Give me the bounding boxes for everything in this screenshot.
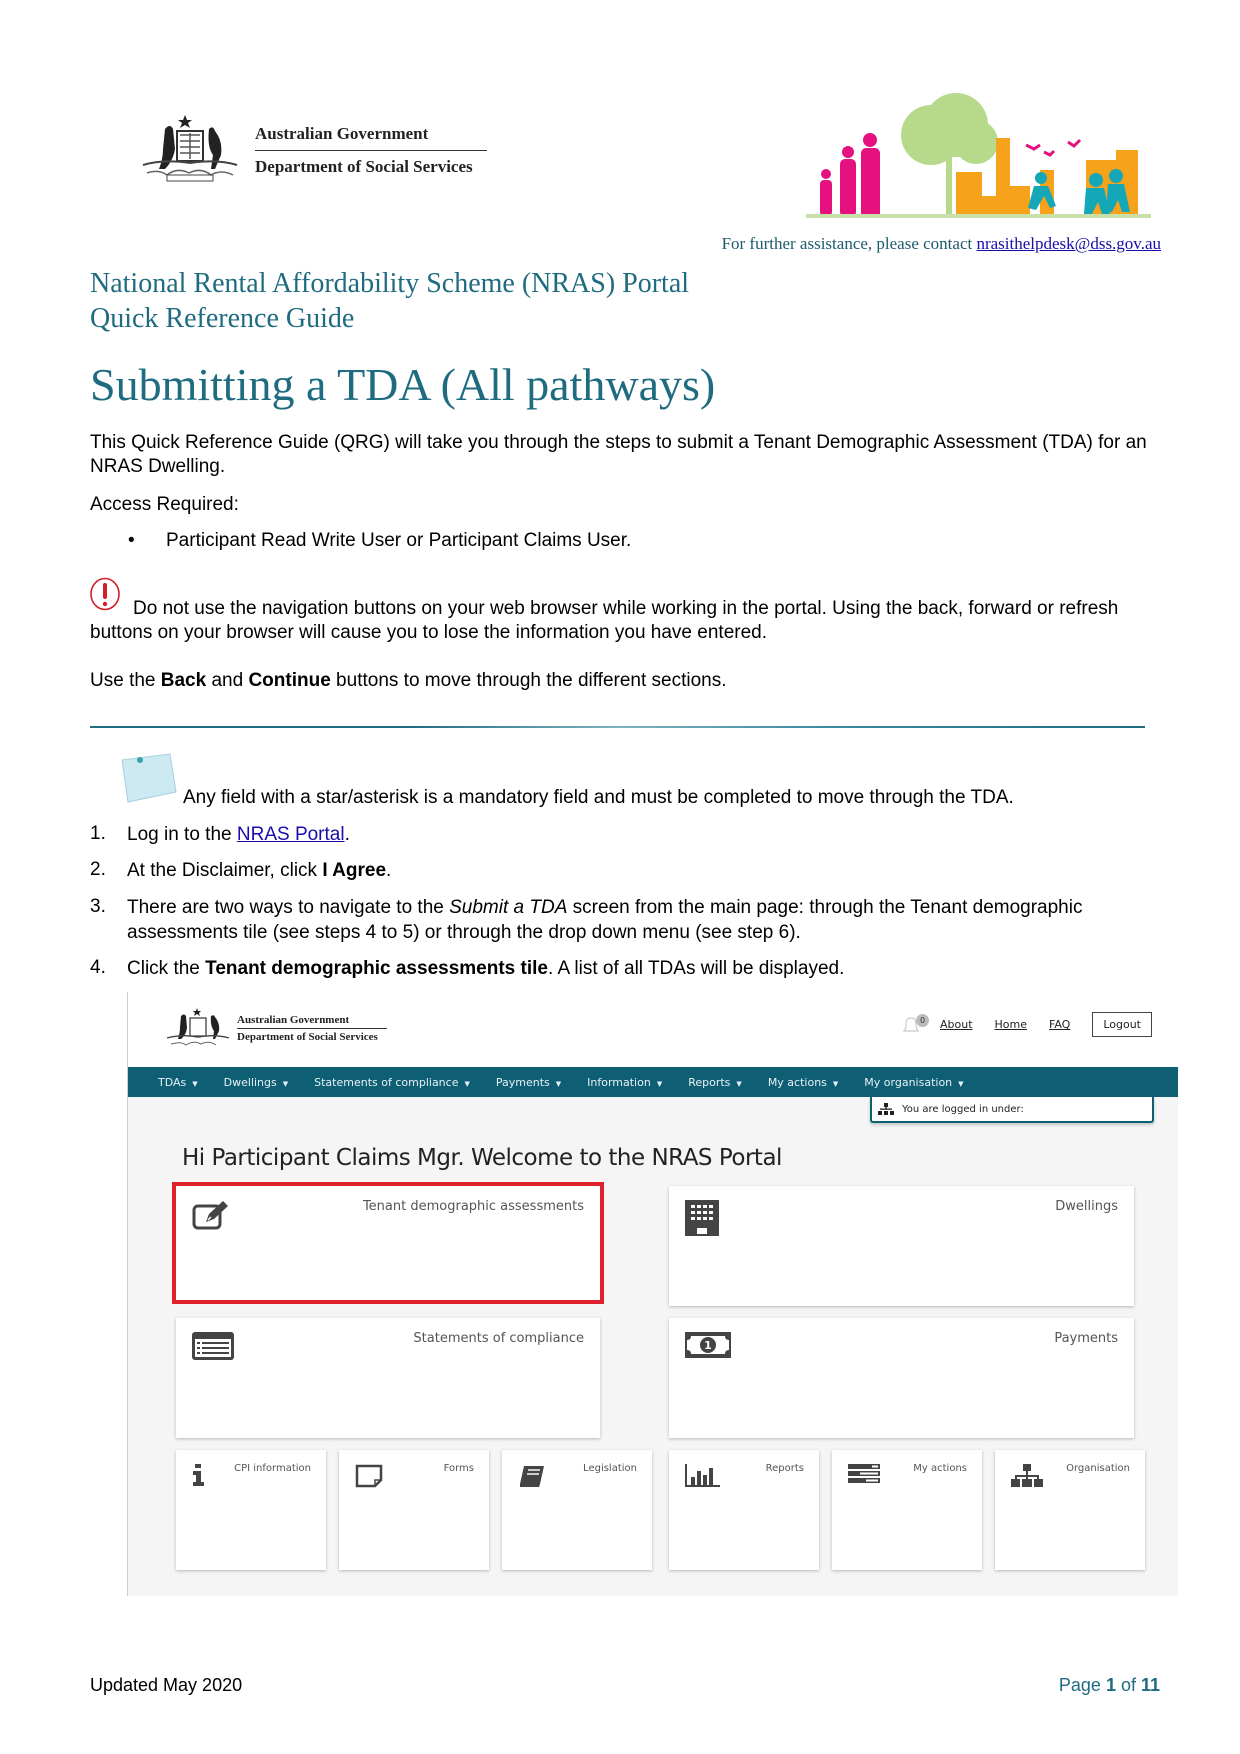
tile-label: CPI information	[234, 1463, 311, 1474]
portal-logo-line1: Australian Government	[237, 1014, 387, 1029]
nav-dwellings[interactable]	[224, 1076, 288, 1089]
tile-label: Dwellings	[1055, 1199, 1118, 1214]
portal-nav-bar	[128, 1067, 1178, 1097]
nav-payments[interactable]	[496, 1076, 561, 1089]
step-4-end: . A list of all TDAs will be displayed.	[547, 958, 845, 979]
access-item: Participant Read Write User or Participant Claims User.	[166, 530, 632, 551]
warning-text: Do not use the navigation buttons on your web browser while working in the portal. Using the back, forward or refresh buttons on your browser will cause you to lose the information you have entered.	[90, 598, 1119, 643]
contact-prefix: For further assistance, please contact	[721, 234, 977, 253]
tile-payments[interactable]	[669, 1318, 1134, 1438]
step-2-text: At the Disclaimer, click	[127, 860, 323, 881]
step-4-text: Click the	[127, 958, 206, 979]
step-4	[127, 956, 1127, 981]
nav-post: buttons to move through the different sections.	[330, 670, 727, 691]
sticky-note-icon	[118, 752, 178, 804]
mandatory-note: Any field with a star/asterisk is a mandatory field and must be completed to move through the TDA.	[183, 787, 1014, 808]
logged-in-dropdown[interactable]	[870, 1097, 1154, 1123]
home-link[interactable]: Home	[994, 1018, 1028, 1031]
nras-portal-link[interactable]: NRAS Portal	[236, 824, 345, 845]
caret-down-icon: ▼	[464, 1079, 470, 1088]
tda-tile-term: Tenant demographic assessments tile	[205, 958, 548, 979]
step-3-text: There are two ways to navigate to the	[127, 897, 450, 918]
tile-organisation[interactable]	[995, 1450, 1145, 1570]
nav-tdas[interactable]	[158, 1076, 198, 1089]
tile-label: Legislation	[583, 1463, 637, 1474]
building-icon	[685, 1200, 719, 1236]
tile-legislation[interactable]	[502, 1450, 652, 1570]
caret-down-icon: ▼	[282, 1079, 289, 1088]
money-icon	[685, 1332, 731, 1358]
tile-statements-of-compliance[interactable]	[176, 1318, 600, 1438]
portal-header	[128, 992, 1178, 1067]
tile-forms[interactable]	[339, 1450, 489, 1570]
tasks-icon	[848, 1464, 880, 1484]
caret-down-icon: ▼	[736, 1079, 742, 1088]
section-divider	[90, 726, 1145, 728]
intro-paragraph: This Quick Reference Guide (QRG) will take you through the steps to submit a Tenant Demographic Assessment (TDA) for an NRAS Dwelling.	[90, 432, 1147, 477]
notification-badge: 0	[916, 1014, 929, 1027]
tile-label: Organisation	[1066, 1463, 1130, 1474]
nav-label: Reports	[688, 1075, 731, 1089]
book-icon	[518, 1464, 546, 1488]
page-mid: of	[1115, 1675, 1141, 1695]
step-1	[127, 822, 1127, 847]
tile-label: My actions	[913, 1463, 967, 1474]
navigation-instruction	[90, 669, 1165, 693]
nav-my-actions[interactable]	[768, 1076, 838, 1089]
tile-dwellings[interactable]	[669, 1186, 1134, 1306]
welcome-heading: Hi Participant Claims Mgr. Welcome to the NRAS Portal	[182, 1145, 782, 1171]
coat-of-arms-icon	[135, 107, 245, 193]
caret-down-icon: ▼	[192, 1079, 198, 1088]
nav-label: Statements of compliance	[314, 1075, 459, 1089]
tile-label: Payments	[1054, 1331, 1118, 1346]
nav-label: Information	[587, 1075, 651, 1089]
caret-down-icon: ▼	[555, 1079, 562, 1088]
nav-label: My organisation	[864, 1075, 953, 1089]
nav-pre: Use the	[90, 670, 161, 691]
contact-line	[592, 234, 1161, 254]
page-total: 11	[1140, 1675, 1160, 1695]
step-number: 1.	[90, 823, 106, 844]
step-number: 3.	[90, 896, 106, 917]
svg-text:1: 1	[704, 1339, 712, 1352]
caret-down-icon: ▼	[832, 1079, 839, 1088]
nav-label: TDAs	[158, 1075, 187, 1089]
page-current: 1	[1105, 1675, 1116, 1695]
tile-label: Forms	[443, 1463, 474, 1474]
sitemap-icon	[878, 1103, 894, 1115]
edit-icon	[192, 1200, 232, 1232]
tile-my-actions[interactable]	[832, 1450, 982, 1570]
portal-logo-line2: Department of Social Services	[237, 1031, 378, 1043]
list-icon	[192, 1332, 234, 1360]
nav-my-organisation[interactable]	[864, 1076, 963, 1089]
logo-line2: Department of Social Services	[255, 156, 473, 176]
step-3-end: screen from the main page: through the Tenant demographic assessments tile (see steps 4 to 5) or through the drop down menu (see step 6).	[127, 897, 1083, 943]
i-agree-term: I Agree	[322, 860, 387, 881]
gov-logo	[135, 107, 500, 193]
tile-reports[interactable]	[669, 1450, 819, 1570]
tile-label: Tenant demographic assessments	[362, 1199, 584, 1214]
portal-logo	[163, 1006, 387, 1051]
nav-reports[interactable]	[688, 1076, 742, 1089]
title-line2: Quick Reference Guide	[90, 303, 355, 334]
step-number: 2.	[90, 859, 106, 880]
nav-information[interactable]	[587, 1076, 662, 1089]
step-2	[127, 858, 1127, 883]
page-prefix: Page	[1058, 1675, 1106, 1695]
nav-mid: and	[206, 670, 249, 691]
coat-of-arms-icon	[163, 1006, 233, 1051]
title-line1: National Rental Affordability Scheme (NRAS) Portal	[90, 268, 690, 299]
tile-label: Reports	[765, 1463, 804, 1474]
nav-back-term: Back	[160, 670, 207, 691]
caret-down-icon: ▼	[656, 1079, 663, 1088]
bullet-marker: •	[128, 530, 135, 551]
step-3	[127, 895, 1127, 945]
contact-email-link[interactable]: nrasithelpdesk@dss.gov.au	[976, 234, 1161, 253]
logo-line1: Australian Government	[255, 124, 487, 151]
access-required-label: Access Required:	[90, 494, 239, 515]
step-2-end: .	[386, 860, 392, 881]
nav-label: Dwellings	[223, 1075, 277, 1089]
step-1-text: Log in to the	[127, 824, 237, 845]
logout-button[interactable]: Logout	[1092, 1012, 1152, 1037]
tile-label: Statements of compliance	[413, 1331, 584, 1346]
about-link[interactable]: About	[940, 1018, 973, 1031]
caret-down-icon: ▼	[958, 1079, 964, 1088]
footer-updated: Updated May 2020	[90, 1675, 243, 1695]
faq-link[interactable]: FAQ	[1049, 1018, 1071, 1031]
nav-label: Payments	[495, 1075, 550, 1089]
sitemap-icon	[1011, 1464, 1043, 1488]
nav-continue-term: Continue	[248, 670, 331, 691]
step-1-end: .	[344, 824, 350, 845]
bar-chart-icon	[685, 1464, 721, 1488]
tile-tenant-demographic-assessments[interactable]	[176, 1186, 600, 1300]
page-heading: Submitting a TDA (All pathways)	[90, 359, 716, 410]
step-number: 4.	[90, 957, 106, 978]
family-city-illustration	[806, 90, 1156, 222]
notifications-button[interactable]	[900, 1014, 926, 1036]
submit-tda-term: Submit a TDA	[449, 897, 568, 918]
tile-cpi-information[interactable]	[176, 1450, 326, 1570]
note-icon	[355, 1464, 383, 1488]
nav-statements-of-compliance[interactable]	[314, 1076, 470, 1089]
logged-in-label: You are logged in under:	[902, 1103, 1024, 1115]
portal-top-links	[900, 1012, 1152, 1037]
document-title	[90, 266, 689, 336]
info-icon	[192, 1464, 206, 1486]
portal-screenshot	[127, 992, 1178, 1596]
footer-page-number	[1059, 1675, 1160, 1696]
nav-label: My actions	[767, 1075, 827, 1089]
